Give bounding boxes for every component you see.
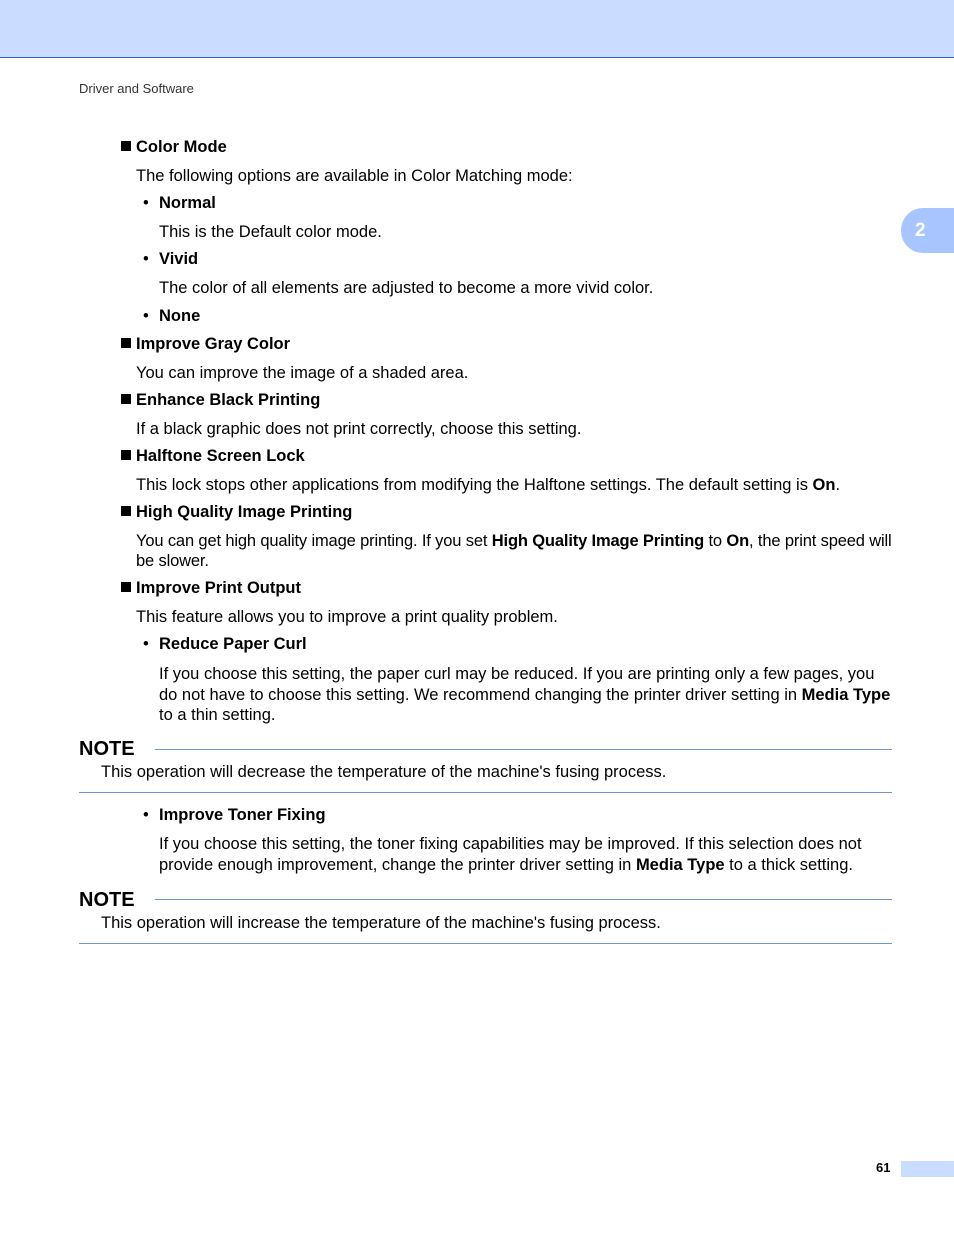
square-bullet-icon bbox=[121, 450, 131, 460]
reduce-paper-curl-desc: If you choose this setting, the paper curl may be reduced. If you are printing only a few pages, you do not have to choose this setting. We recommend changing the printer driver setting in Media Type to a thin setting. bbox=[159, 665, 891, 724]
section-heading-hq-image: High Quality Image Printing bbox=[121, 503, 352, 522]
improve-toner-fixing-desc: If you choose this setting, the toner fixing capabilities may be improved. If this selection does not provide enough improvement, change the printer driver setting in Media Type to a thick setting. bbox=[159, 835, 862, 874]
square-bullet-icon bbox=[121, 141, 131, 151]
page-number: 61 bbox=[876, 1160, 891, 1175]
section-heading-improve-gray: Improve Gray Color bbox=[121, 335, 290, 354]
option-improve-toner-fixing: • Improve Toner Fixing bbox=[143, 806, 326, 824]
section-heading-halftone: Halftone Screen Lock bbox=[121, 447, 305, 466]
note-top-rule bbox=[155, 749, 892, 750]
hq-image-desc: You can get high quality image printing. If you set High Quality Image Printing to On, the print speed will be slower. bbox=[136, 532, 892, 570]
square-bullet-icon bbox=[121, 394, 131, 404]
chapter-tab[interactable]: 2 bbox=[901, 208, 954, 253]
option-none: • None bbox=[143, 307, 201, 325]
option-reduce-paper-curl: • Reduce Paper Curl bbox=[143, 635, 307, 653]
option-vivid-desc: The color of all elements are adjusted to become a more vivid color. bbox=[159, 279, 654, 297]
note-bottom-rule bbox=[79, 792, 892, 793]
option-vivid: • Vivid bbox=[143, 250, 199, 268]
square-bullet-icon bbox=[121, 582, 131, 592]
note-text: This operation will decrease the temperature of the machine's fusing process. bbox=[101, 763, 667, 781]
halftone-desc: This lock stops other applications from modifying the Halftone settings. The default setting is On. bbox=[136, 476, 841, 494]
improve-gray-desc: You can improve the image of a shaded area. bbox=[136, 364, 469, 382]
note-title: NOTE bbox=[79, 889, 135, 911]
note-title: NOTE bbox=[79, 738, 135, 760]
option-normal: • Normal bbox=[143, 194, 216, 212]
square-bullet-icon bbox=[121, 506, 131, 516]
breadcrumb: Driver and Software bbox=[79, 81, 194, 96]
bullet-icon: • bbox=[143, 250, 149, 268]
bullet-icon: • bbox=[143, 194, 149, 212]
section-heading-color-mode: Color Mode bbox=[121, 138, 227, 157]
print-output-desc: This feature allows you to improve a print quality problem. bbox=[136, 608, 558, 626]
note-top-rule bbox=[155, 899, 892, 900]
footer-band bbox=[901, 1161, 954, 1177]
section-heading-enhance-black: Enhance Black Printing bbox=[121, 391, 320, 410]
option-normal-desc: This is the Default color mode. bbox=[159, 223, 382, 241]
header-band bbox=[0, 0, 954, 58]
note-bottom-rule bbox=[79, 943, 892, 944]
square-bullet-icon bbox=[121, 338, 131, 348]
bullet-icon: • bbox=[143, 635, 149, 653]
section-heading-print-output: Improve Print Output bbox=[121, 579, 301, 598]
enhance-black-desc: If a black graphic does not print correctly, choose this setting. bbox=[136, 420, 582, 438]
bullet-icon: • bbox=[143, 307, 149, 325]
bullet-icon: • bbox=[143, 806, 149, 824]
color-mode-desc: The following options are available in Color Matching mode: bbox=[136, 167, 573, 185]
note-text: This operation will increase the temperature of the machine's fusing process. bbox=[101, 914, 661, 932]
